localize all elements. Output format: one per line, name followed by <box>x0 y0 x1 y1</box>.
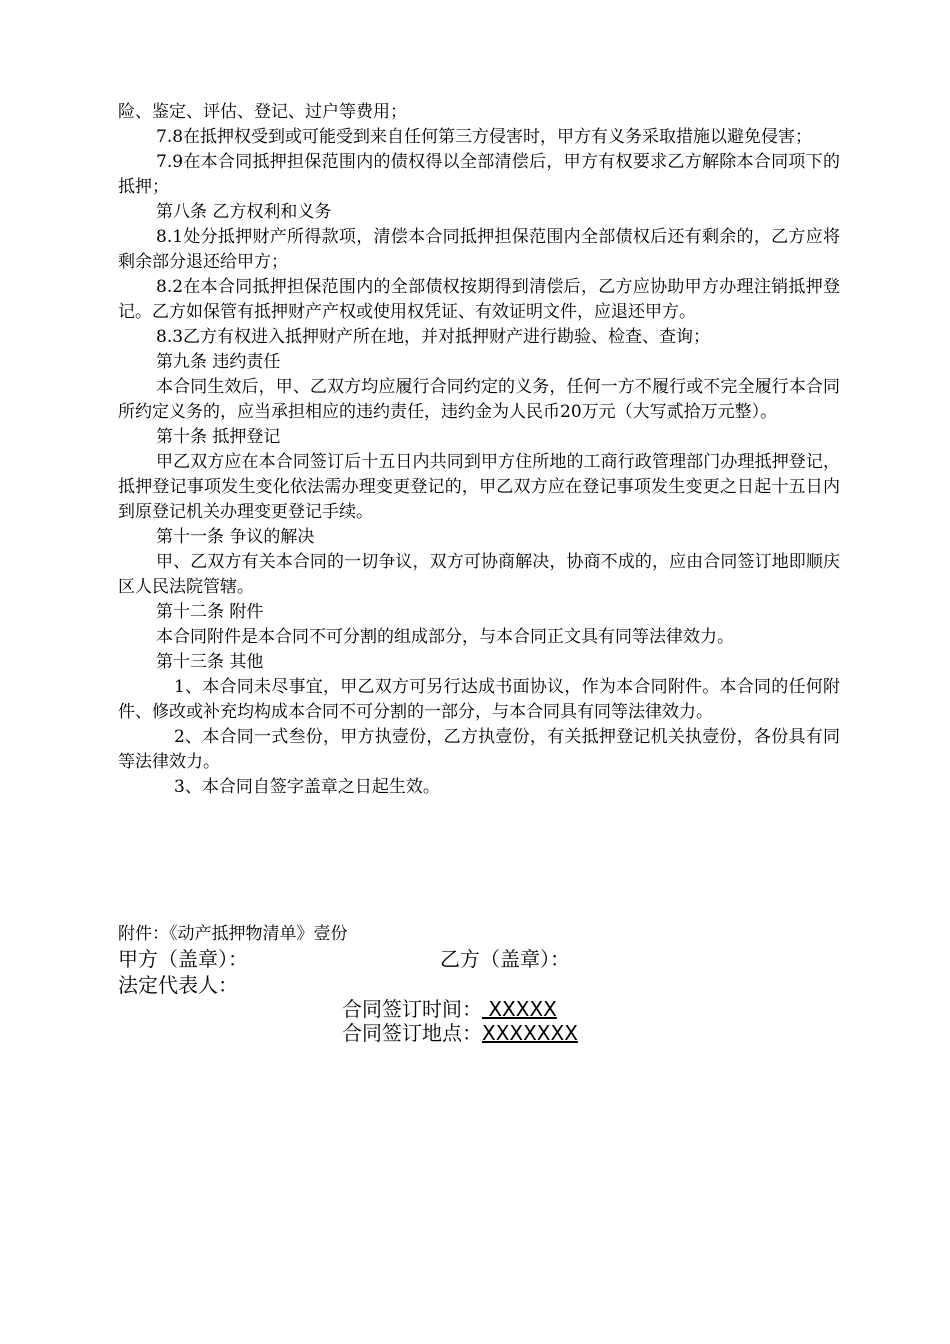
article-13-item-3: 3、本合同自签字盖章之日起生效。 <box>174 777 440 797</box>
signing-time <box>342 996 557 1022</box>
clause-8-3: 8.3乙方有权进入抵押财产所在地，并对抵押财产进行勘验、检查、查询； <box>156 327 711 347</box>
article-11-body: 甲、乙双方有关本合同的一切争议，双方可协商解决，协商不成的，应由合同签订地即顺庆区人民法院管辖。 <box>118 552 840 597</box>
article-10-heading: 第十条 抵押登记 <box>156 427 281 447</box>
article-9-heading: 第九条 违约责任 <box>156 352 281 372</box>
article-8-heading: 第八条 乙方权利和义务 <box>156 202 332 222</box>
signing-place <box>342 1020 578 1046</box>
article-10-body: 甲乙双方应在本合同签订后十五日内共同到甲方住所地的工商行政管理部门办理抵押登记，抵押登记事项发生变化依法需办理变更登记的，甲乙双方应在登记事项发生变更之日起十五日内到原登记机关办理变更登记手续。 <box>118 452 840 522</box>
article-13-heading: 第十三条 其他 <box>156 652 264 672</box>
party-b-seal-label: 乙方（盖章）： <box>440 947 570 971</box>
party-a-seal-label: 甲方（盖章）： <box>118 947 248 971</box>
article-9-body: 本合同生效后，甲、乙双方均应履行合同约定的义务，任何一方不履行或不完全履行本合同所约定义务的，应当承担相应的违约责任，违约金为人民币20万元（大写贰拾万元整）。 <box>118 377 840 422</box>
attachment-note: 附件：《动产抵押物清单》壹份 <box>118 924 348 944</box>
article-12-heading: 第十二条 附件 <box>156 602 264 622</box>
article-11-heading: 第十一条 争议的解决 <box>156 527 315 547</box>
contract-body <box>118 100 840 800</box>
article-13-item-2: 2、本合同一式叁份，甲方执壹份，乙方执壹份，有关抵押登记机关执壹份，各份具有同等法律效力。 <box>118 727 840 772</box>
article-12-body: 本合同附件是本合同不可分割的组成部分，与本合同正文具有同等法律效力。 <box>156 627 734 647</box>
clause-8-2: 8.2在本合同抵押担保范围内的全部债权按期得到清偿后，乙方应协助甲方办理注销抵押登记。乙方如保管有抵押财产产权或使用权凭证、有效证明文件，应退还甲方。 <box>118 277 840 322</box>
paragraph: 险、鉴定、评估、登记、过户等费用； <box>118 102 407 122</box>
article-13-item-1: 1、本合同未尽事宜，甲乙双方可另行达成书面协议，作为本合同附件。本合同的任何附件、修改或补充均构成本合同不可分割的一部分，与本合同具有同等法律效力。 <box>118 677 840 722</box>
signing-place-label: 合同签订地点： <box>342 1021 482 1045</box>
clause-7-8: 7.8在抵押权受到或可能受到来自任何第三方侵害时，甲方有义务采取措施以避免侵害； <box>156 127 813 147</box>
clause-8-1: 8.1处分抵押财产所得款项，清偿本合同抵押担保范围内全部债权后还有剩余的，乙方应将剩余部分退还给甲方； <box>118 227 840 272</box>
signing-place-value: XXXXXXX <box>482 1021 578 1045</box>
signing-time-label: 合同签订时间： <box>342 997 482 1021</box>
signing-time-value: XXXXX <box>482 997 557 1021</box>
clause-7-9: 7.9在本合同抵押担保范围内的债权得以全部清偿后，甲方有权要求乙方解除本合同项下的抵押； <box>118 152 840 197</box>
legal-representative-label: 法定代表人： <box>118 973 238 997</box>
